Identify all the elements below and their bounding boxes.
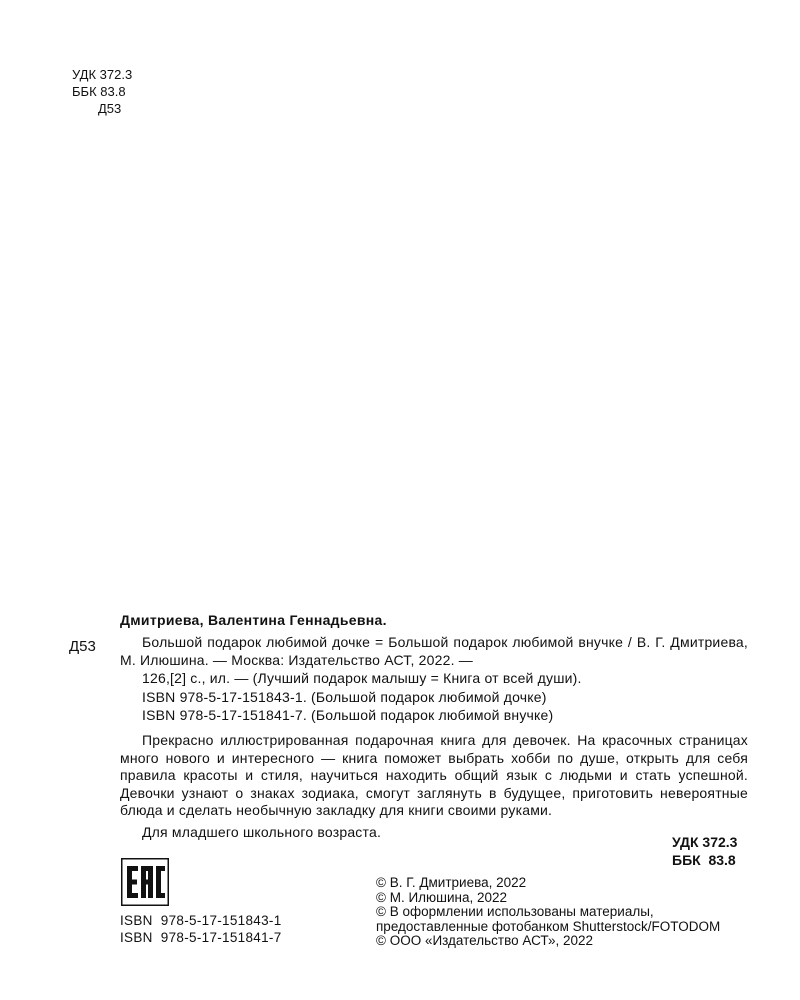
imprint-isbn-list: [120, 912, 282, 946]
bibliographic-description: [120, 633, 748, 687]
copyright-line: © В. Г. Дмитриева, 2022: [376, 875, 527, 890]
imprint-isbn-1: ISBN 978-5-17-151843-1: [120, 913, 282, 928]
age-rating: Для младшего школьного возраста.: [142, 824, 382, 840]
eac-conformity-mark-icon: [121, 858, 169, 906]
copyright-line: © ООО «Издательство АСТ», 2022: [376, 933, 594, 949]
copyright-block: [376, 876, 720, 949]
annotation-text: Прекрасно иллюстрированная подарочная книга для девочек. На красочных страницах много нового и интересного — книга поможет выбрать хобби по душе, открыть для себя правила красоты и стиля, научиться находить общий язык с людьми и стать успешной. Девочки узнают о знаках зодиака, смогут заглянуть в будущее, приготовить невероятные блюда и сделать необычную закладку для книги своими руками.: [120, 732, 748, 818]
imprint-isbn-2: ISBN 978-5-17-151841-7: [120, 930, 282, 945]
catalog-classification-codes: [672, 833, 737, 869]
author-heading: Дмитриева, Валентина Геннадьевна.: [120, 612, 387, 628]
copyright-line: предоставленные фотобанком Shutterstock/FOTODOM: [376, 918, 721, 934]
classification-codes: [72, 66, 132, 117]
copyright-line: © М. Илюшина, 2022: [376, 889, 508, 905]
bbk-code: ББК 83.8: [72, 84, 126, 99]
catalog-isbn-list: [142, 688, 553, 724]
description-extent: 126,[2] с., ил. — (Лучший подарок малышу = Книга от всей души).: [142, 670, 582, 686]
author-sign: Д53: [98, 101, 122, 116]
catalog-author-sign: Д53: [69, 638, 96, 655]
catalog-isbn-1: ISBN 978-5-17-151843-1. (Большой подарок любимой дочке): [142, 689, 547, 705]
catalog-bbk: ББК 83.8: [672, 852, 736, 868]
catalog-udk: УДК 372.3: [672, 834, 738, 850]
description-main: Большой подарок любимой дочке = Большой подарок любимой внучке / В. Г. Дмитриева, М. Илюшина. — Москва: Издательство АСТ, 2022. —: [120, 634, 748, 668]
udk-code: УДК 372.3: [72, 67, 133, 82]
annotation: [120, 732, 748, 820]
catalog-isbn-2: ISBN 978-5-17-151841-7. (Большой подарок любимой внучке): [142, 707, 554, 723]
copyright-line: © В оформлении использованы материалы,: [376, 904, 654, 920]
